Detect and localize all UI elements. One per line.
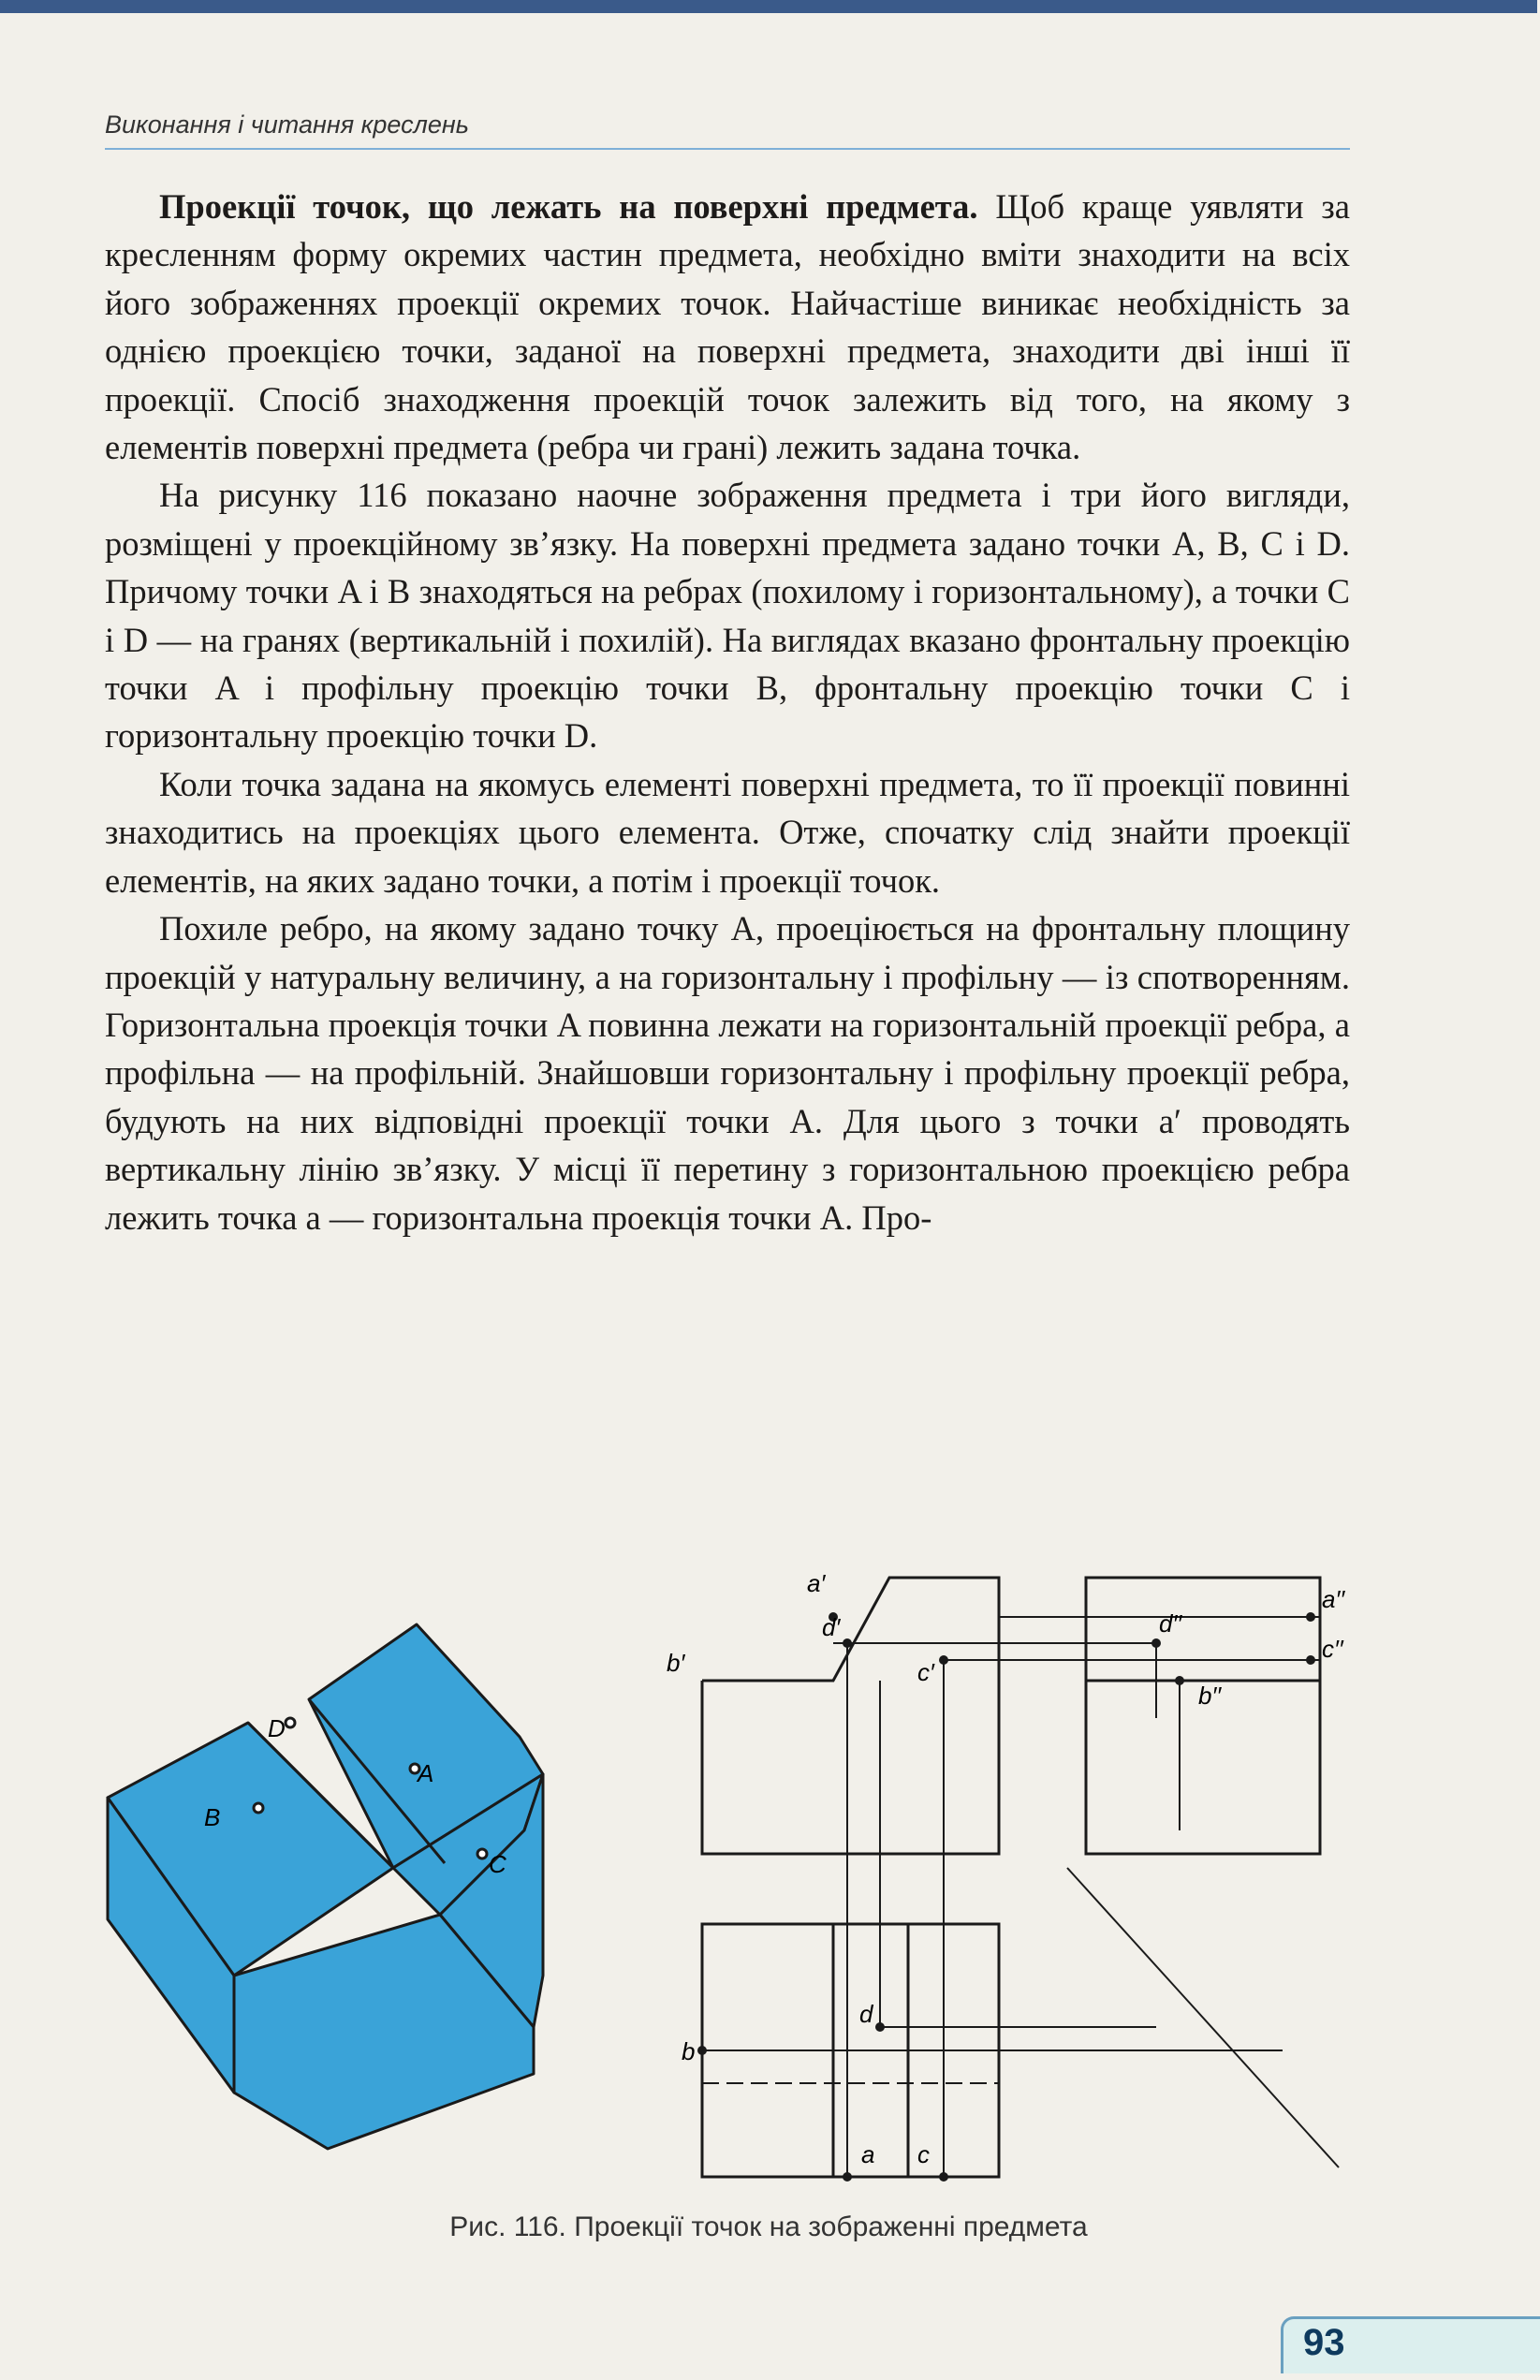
figure-116 <box>94 1550 1404 2168</box>
paragraph-1 <box>105 183 1350 471</box>
top-label-b: b <box>682 2037 696 2065</box>
iso-label-b: B <box>204 1803 221 1831</box>
projection-points <box>697 1612 1315 2182</box>
profile-label-a: a′′ <box>1322 1585 1345 1613</box>
header-rule <box>105 148 1350 150</box>
paragraph-4: Похиле ребро, на якому задано точку A, проеціюється на фронтальну площину проекцій у натуральну величину, а на горизонтальну і профільну — із спотворенням. Горизонтальна проекція точки A повинна лежати на горизонтальній проекції ребра, а профільна — на профільній. Знайшовши горизонтальну і профільну проекції ребра, будують на них відповідні проекції точки A. Для цього з точки a′ проводять вертикальну лінію зв’язку. У місці її перетину з горизонтальною проекцією ребра лежить точка a — горизонтальна проекція точки A. Про- <box>105 909 1350 1237</box>
front-view-outline <box>702 1578 999 1854</box>
top-label-a: a <box>861 2140 875 2168</box>
paragraph-1-lead: Проекції точок, що лежать на поверхні предмета. <box>159 187 978 226</box>
top-label-c: c <box>917 2140 930 2168</box>
body-text <box>105 183 1350 1241</box>
paragraph-1-text: Щоб краще уявляти за кресленням форму окремих частин предмета, необхідно вміти знаходити на всіх його зображеннях проекції окремих точок. Найчастіше виникає необхідність за однією проекцією точки, заданої на поверхні предмета, знаходити дві інші її проекції. Спосіб знаходження проекцій точок залежить від того, на якому з елементів поверхні предмета (ребра чи грані) лежить задана точка. <box>105 187 1350 467</box>
front-label-a: a′ <box>807 1569 826 1597</box>
iso-label-d: D <box>268 1714 286 1742</box>
profile-view-outline <box>1086 1578 1320 1854</box>
profile-label-c: c′′ <box>1322 1635 1343 1663</box>
orthographic-views <box>702 1578 1320 2177</box>
top-color-bar <box>0 0 1537 13</box>
iso-label-c: C <box>489 1850 506 1878</box>
top-label-d: d <box>859 2000 873 2028</box>
paragraph-3: Коли точка задана на якомусь елементі поверхні предмета, то її проекції повинні знаходитись на проекціях цього елемента. Отже, спочатку слід знайти проекції елементів, на яких задано точки, а потім і проекції точок. <box>105 764 1350 900</box>
figure-caption: Рис. 116. Проекції точок на зображенні предмета <box>449 2211 1088 2242</box>
iso-label-a: A <box>418 1759 434 1787</box>
profile-label-d: d′′ <box>1159 1609 1182 1638</box>
front-label-b: b′ <box>667 1649 685 1677</box>
projection-lines <box>702 1617 1339 2177</box>
profile-label-b: b′′ <box>1198 1682 1222 1710</box>
paragraph-2: На рисунку 116 показано наочне зображення предмета і три його вигляди, розміщені у проекційному зв’язку. На поверхні предмета задано точки A, B, C і D. Причому точки A і B знаходяться на ребрах (похилому і горизонтальному), а точки C і D — на гранях (вертикальній і похилій). На виглядах вказано фронтальну проекцію точки A і профільну проекцію точки В, фронтальну проекцію точки C і горизонтальну проекцію точки D. <box>105 476 1350 756</box>
page-number: 93 <box>1303 2322 1345 2363</box>
front-label-c: c′ <box>917 1658 934 1686</box>
front-label-d: d′ <box>822 1613 841 1641</box>
isometric-view <box>108 1624 543 2149</box>
running-header: Виконання і читання креслень <box>105 110 469 139</box>
